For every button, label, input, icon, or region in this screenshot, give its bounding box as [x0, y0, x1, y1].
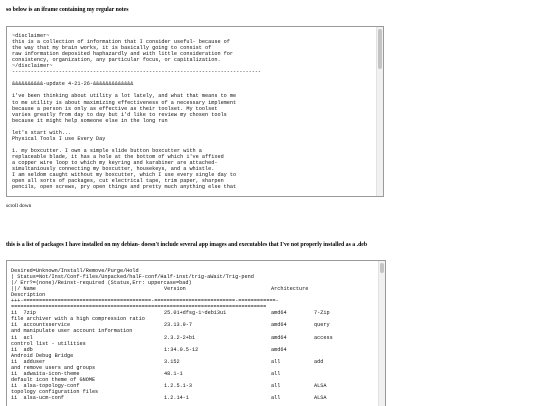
- package-architecture: all: [271, 394, 281, 401]
- package-name: ii adb: [11, 346, 33, 353]
- notes-line: consistency, organization, any particular focus, or capitalization.: [12, 57, 221, 64]
- package-description-start: access: [314, 334, 333, 341]
- notes-line: Physical Tools I use Every Day: [12, 135, 106, 142]
- notes-scrollbar[interactable]: [376, 27, 383, 196]
- dpkg-rule: +++-=========================================-==========================-============-: [11, 298, 279, 305]
- package-architecture: amd64: [271, 346, 287, 353]
- notes-line: the way that my brain works, it is basically going to consist of: [12, 45, 212, 52]
- notes-line: varies greatly from day to day but i'd like to review my chosen tools: [12, 111, 227, 118]
- package-description: topology configuration files: [11, 388, 99, 395]
- package-description: default icon theme of GNOME: [11, 376, 96, 383]
- package-description: and manipulate user account information: [11, 328, 133, 335]
- dpkg-header-line: |/ Err?=(none)/Reinst-required (Status,Err: uppercase=bad): [11, 280, 192, 287]
- package-description: and remove users and groups: [11, 364, 96, 371]
- notes-line: this is a collection of information that I consider useful- because of: [12, 39, 230, 46]
- package-version: 1.2.5.1-3: [164, 382, 193, 389]
- packages-heading: this is a list of packages I have installed on my debian- doesn't include several app images and executables that I've not properly installed as a .deb: [6, 242, 368, 248]
- notes-line: i've been thinking about utility a lot lately, and what that means to me: [12, 93, 237, 100]
- package-row: [11, 335, 385, 341]
- column-name: ||/ Name: [11, 286, 36, 293]
- package-version: 3.152: [164, 358, 180, 365]
- scroll-hint: scroll down: [6, 203, 32, 209]
- notes-line: ~/disclaimer~: [12, 63, 53, 70]
- dpkg-header-line: | Status=Not/Inst/Conf-files/Unpacked/halF-conf/Half-inst/trig-aWait/Trig-pend: [11, 274, 254, 281]
- notes-line: --------------------------------------------------------------------------------: [12, 69, 262, 76]
- package-name: ii adduser: [11, 358, 46, 365]
- package-name: ii alsa-topology-conf: [11, 382, 80, 389]
- package-version: 23.13.9-7: [164, 322, 193, 329]
- package-architecture: amd64: [271, 322, 287, 329]
- package-description-start: ALSA: [314, 394, 327, 401]
- package-architecture: amd64: [271, 334, 287, 341]
- package-version: 25.01+dfsg-1~deb13u1: [164, 310, 227, 317]
- package-list: [11, 310, 385, 406]
- packages-iframe[interactable]: [6, 260, 386, 406]
- package-description: Android Debug Bridge: [11, 352, 74, 359]
- notes-iframe[interactable]: [6, 26, 384, 197]
- package-description-start: add: [314, 358, 324, 365]
- notes-line: open all sorts of packages, cut electrical tape, trim paper, sharpen: [12, 178, 224, 185]
- notes-line: a copper wire loop to which my keyring and karabiner are attached-: [12, 159, 218, 166]
- package-description-start: [314, 347, 354, 353]
- dpkg-column-description: Description: [11, 292, 46, 299]
- packages-content: [7, 261, 385, 406]
- package-name: ii acl: [11, 334, 33, 341]
- notes-line: 1. my boxcutter. I own a simple slide button boxcutter with a: [12, 147, 202, 154]
- package-name: ii accountsservice: [11, 322, 71, 329]
- dpkg-rule: ==================================================================================: [11, 304, 267, 311]
- package-row: [11, 359, 385, 365]
- packages-scrollbar-thumb[interactable]: [380, 263, 384, 273]
- package-description: control list - utilities: [11, 340, 86, 347]
- notes-line: because a person is only as effective as their toolset. My toolset: [12, 105, 218, 112]
- package-description: [11, 401, 385, 406]
- notes-line: simultaniously connecting my boxcutter, housekeys, and a whistle.: [12, 166, 215, 173]
- notes-line: raw information deposited haphazardly and with little consideration for: [12, 51, 234, 58]
- package-description-start: query: [314, 322, 330, 329]
- notes-line: because it might help someone else in the long run: [12, 117, 168, 124]
- package-description-start: ALSA: [314, 382, 327, 389]
- notes-line: ~disclaimer~: [12, 33, 50, 39]
- package-row: [11, 371, 385, 377]
- package-version: 2.3.2-2+b1: [164, 334, 196, 341]
- package-architecture: all: [271, 370, 281, 377]
- packages-scrollbar[interactable]: [378, 261, 385, 406]
- package-architecture: amd64: [271, 310, 287, 317]
- notes-scrollbar-thumb[interactable]: [378, 29, 382, 69]
- package-version: 48.1-1: [164, 370, 183, 377]
- package-architecture: all: [271, 358, 281, 365]
- package-description-start: 7-Zip: [314, 310, 330, 317]
- package-description: file archiver with a high compression ratio: [11, 316, 145, 323]
- notes-line: let's start with...: [12, 129, 72, 136]
- notes-line: to me utility is about maximizing effectiveness of a necessary implement: [12, 99, 237, 106]
- notes-line: pencils, open screws, pry open things and pretty much anything else that: [12, 184, 237, 191]
- notes-line: replaceable blade, it has a hole at the bottom of which i've affixed: [12, 153, 224, 160]
- column-architecture: Architecture: [271, 286, 309, 293]
- dpkg-header-line: Desired=Unknown/Install/Remove/Purge/Hold: [11, 268, 139, 274]
- package-version: 1:34.0.5-12: [164, 346, 199, 353]
- package-row: [11, 395, 385, 401]
- package-name: ii alsa-ucm-conf: [11, 394, 64, 401]
- column-version: Version: [164, 286, 186, 293]
- package-description-start: [314, 371, 354, 377]
- notes-content: [7, 27, 383, 190]
- notes-heading: so below is an iframe containing my regular notes: [6, 7, 129, 13]
- notes-line: &&&&&&&&&&-update 4-21-26-&&&&&&&&&&&&&: [12, 81, 134, 88]
- package-architecture: all: [271, 382, 281, 389]
- package-row: [11, 347, 385, 353]
- notes-line: I am seldom caught without my boxcutter, which I use every single day to: [12, 172, 237, 179]
- package-name: ii adwaita-icon-theme: [11, 370, 80, 377]
- package-version: 1.2.14-1: [164, 394, 189, 401]
- package-name: ii 7zip: [11, 310, 36, 317]
